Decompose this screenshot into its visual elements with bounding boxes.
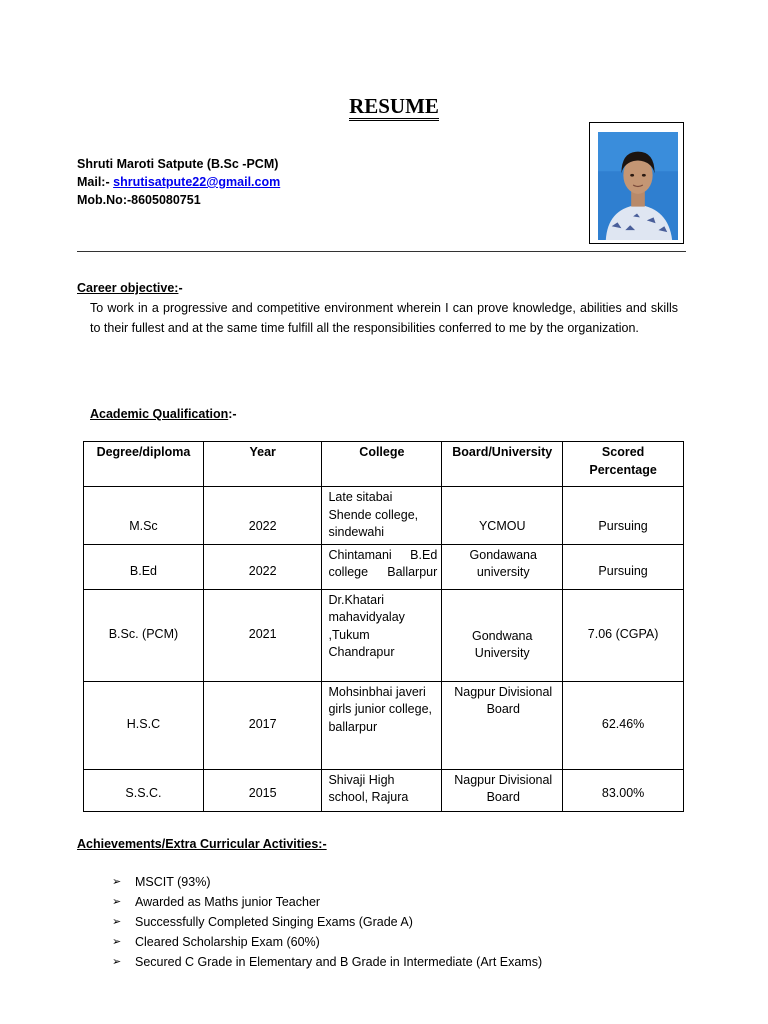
list-item: ➢ Secured C Grade in Elementary and B Grade in Intermediate (Art Exams) [112,952,542,972]
year-cell: 2022 [203,487,322,545]
email-line [77,173,280,191]
year-cell: 2021 [203,589,322,681]
column-header-board: Board/University [442,442,563,487]
board-cell: Gondwana University [442,589,563,681]
email-label: Mail:- [77,175,110,189]
score-cell: 83.00% [563,769,684,811]
achievements-list [112,872,542,972]
achievements-heading: Achievements/Extra Curricular Activities:- [77,837,327,851]
board-cell: YCMOU [442,487,563,545]
academic-qualification-table [83,441,684,812]
career-objective-text: To work in a progressive and competitive environment wherein I can prove knowledge, abilities and skills to their fullest and at the same time fulfill all the responsibilities conferred to me by the organization. [90,301,678,335]
career-objective-heading: Career objective:- [77,281,183,295]
board-cell: Nagpur Divisional Board [442,681,563,769]
score-cell: 7.06 (CGPA) [563,589,684,681]
table-row [84,769,684,811]
score-cell: Pursuing [563,544,684,589]
board-cell: Gondawana university [442,544,563,589]
column-header-score: Scored Percentage [563,442,684,487]
list-item: ➢ Successfully Completed Singing Exams (Grade A) [112,912,542,932]
college-cell: Shivaji High school, Rajura [322,769,442,811]
resume-title: RESUME [0,94,768,119]
year-cell: 2022 [203,544,322,589]
college-cell: Mohsinbhai javeri girls junior college, ballarpur [322,681,442,769]
table-header-row [84,442,684,487]
degree-cell: B.Ed [84,544,204,589]
college-cell: Late sitabai Shende college, sindewahi [322,487,442,545]
college-cell: Dr.Khatari mahavidyalay ,Tukum Chandrapur [322,589,442,681]
degree-cell: H.S.C [84,681,204,769]
arrow-bullet-icon: ➢ [112,916,122,928]
profile-photo-frame [589,122,684,244]
arrow-bullet-icon: ➢ [112,936,122,948]
table-row [84,544,684,589]
year-cell: 2017 [203,681,322,769]
table-row [84,487,684,545]
column-header-year: Year [203,442,322,487]
mobile-number: Mob.No:-8605080751 [77,193,201,207]
candidate-name: Shruti Maroti Satpute (B.Sc -PCM) [77,157,279,171]
score-cell: 62.46% [563,681,684,769]
column-header-degree: Degree/diploma [84,442,204,487]
table-row [84,681,684,769]
degree-cell: M.Sc [84,487,204,545]
list-item: ➢ MSCIT (93%) [112,872,542,892]
board-cell: Nagpur Divisional Board [442,769,563,811]
score-cell: Pursuing [563,487,684,545]
degree-cell: S.S.C. [84,769,204,811]
list-item: ➢ Cleared Scholarship Exam (60%) [112,932,542,952]
arrow-bullet-icon: ➢ [112,876,122,888]
header-divider [77,251,686,252]
degree-cell: B.Sc. (PCM) [84,589,204,681]
column-header-college: College [322,442,442,487]
arrow-bullet-icon: ➢ [112,896,122,908]
college-cell: Chintamani B.Ed college Ballarpur [322,544,442,589]
table-row [84,589,684,681]
academic-qualification-heading: Academic Qualification:- [90,407,237,421]
arrow-bullet-icon: ➢ [112,956,122,968]
list-item: ➢ Awarded as Maths junior Teacher [112,892,542,912]
profile-photo [598,132,678,240]
contact-block [77,155,280,209]
year-cell: 2015 [203,769,322,811]
email-link[interactable]: shrutisatpute22@gmail.com [113,175,281,189]
